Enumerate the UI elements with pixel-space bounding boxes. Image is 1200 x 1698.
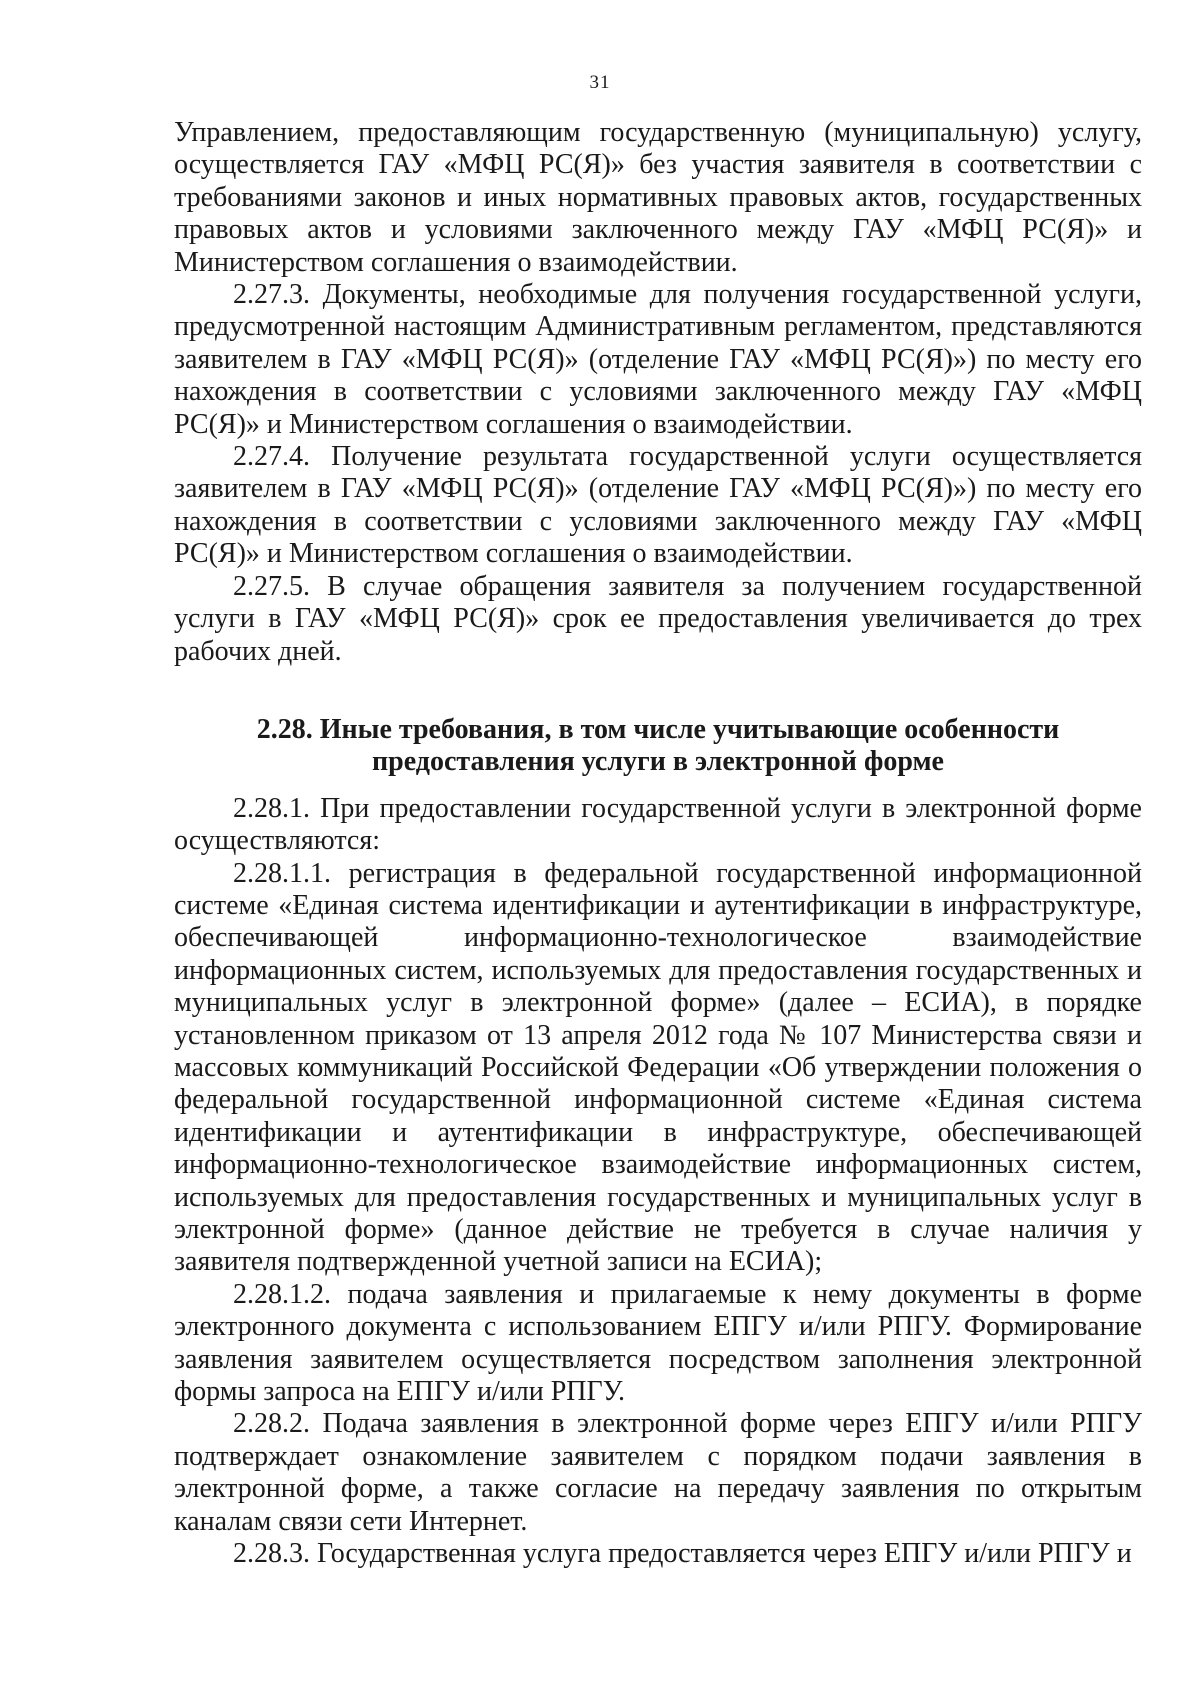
page-number: 31 xyxy=(589,72,611,93)
paragraph-2-28-1-1: 2.28.1.1. регистрация в федеральной государственной информационной системе «Единая система идентификации и аутентификации в инфраструктуре, обеспечивающей информационно-технологическое взаимодействие информационных систем, используемых для предоставления государственных и муниципальных услуг в электронной форме» (далее – ЕСИА), в порядке установленном приказом от 13 апреля 2012 года № 107 Министерства связи и массовых коммуникаций Российской Федерации «Об утверждении положения о федеральной государственной информационной системе «Единая система идентификации и аутентификации в инфраструктуре, обеспечивающей информационно-технологическое взаимодействие информационных систем, используемых для предоставления государственных и муниципальных услуг в электронной форме» (данное действие не требуется в случае наличия у заявителя подтвержденной учетной записи на ЕСИА); xyxy=(174,857,1142,1278)
document-body xyxy=(174,117,1142,1570)
paragraph-2-27-4: 2.27.4. Получение результата государственной услуги осуществляется заявителем в ГАУ «МФЦ РС(Я)» (отделение ГАУ «МФЦ РС(Я)») по месту его нахождения в соответствии с условиями заключенного между ГАУ «МФЦ РС(Я)» и Министерством соглашения о взаимодействии. xyxy=(174,441,1142,570)
section-heading-line2: предоставления услуги в электронной форме xyxy=(372,746,944,778)
section-heading xyxy=(174,714,1142,779)
paragraph-2-28-1-2: 2.28.1.2. подача заявления и прилагаемые к нему документы в форме электронного документа с использованием ЕПГУ и/или РПГУ. Формирование заявления заявителем осуществляется посредством заполнения электронной формы запроса на ЕПГУ и/или РПГУ. xyxy=(174,1278,1142,1408)
paragraph-2-28-1: 2.28.1. При предоставлении государственной услуги в электронной форме осуществляются: xyxy=(174,792,1142,857)
section-heading-line1: 2.28. Иные требования, в том числе учитывающие особенности xyxy=(256,713,1060,745)
paragraph-2-28-3: 2.28.3. Государственная услуга предоставляется через ЕПГУ и/или РПГУ и xyxy=(233,1538,1132,1570)
paragraph-2-27-3: 2.27.3. Документы, необходимые для получения государственной услуги, предусмотренной настоящим Административным регламентом, представляются заявителем в ГАУ «МФЦ РС(Я)» (отделение ГАУ «МФЦ РС(Я)») по месту его нахождения в соответствии с условиями заключенного между ГАУ «МФЦ РС(Я)» и Министерством соглашения о взаимодействии. xyxy=(174,279,1142,440)
paragraph-continuation: Управлением, предоставляющим государственную (муниципальную) услугу, осуществляется ГАУ «МФЦ РС(Я)» без участия заявителя в соответствии с требованиями законов и иных нормативных правовых актов, государственных правовых актов и условиями заключенного между ГАУ «МФЦ РС(Я)» и Министерством соглашения о взаимодействии. xyxy=(174,117,1142,278)
paragraph-2-28-2: 2.28.2. Подача заявления в электронной форме через ЕПГУ и/или РПГУ подтверждает ознакомление заявителем с порядком подачи заявления в электронной форме, а также согласие на передачу заявления по открытым каналам связи сети Интернет. xyxy=(174,1408,1142,1537)
paragraph-2-27-5: 2.27.5. В случае обращения заявителя за получением государственной услуги в ГАУ «МФЦ РС(Я)» срок ее предоставления увеличивается до трех рабочих дней. xyxy=(174,570,1142,667)
